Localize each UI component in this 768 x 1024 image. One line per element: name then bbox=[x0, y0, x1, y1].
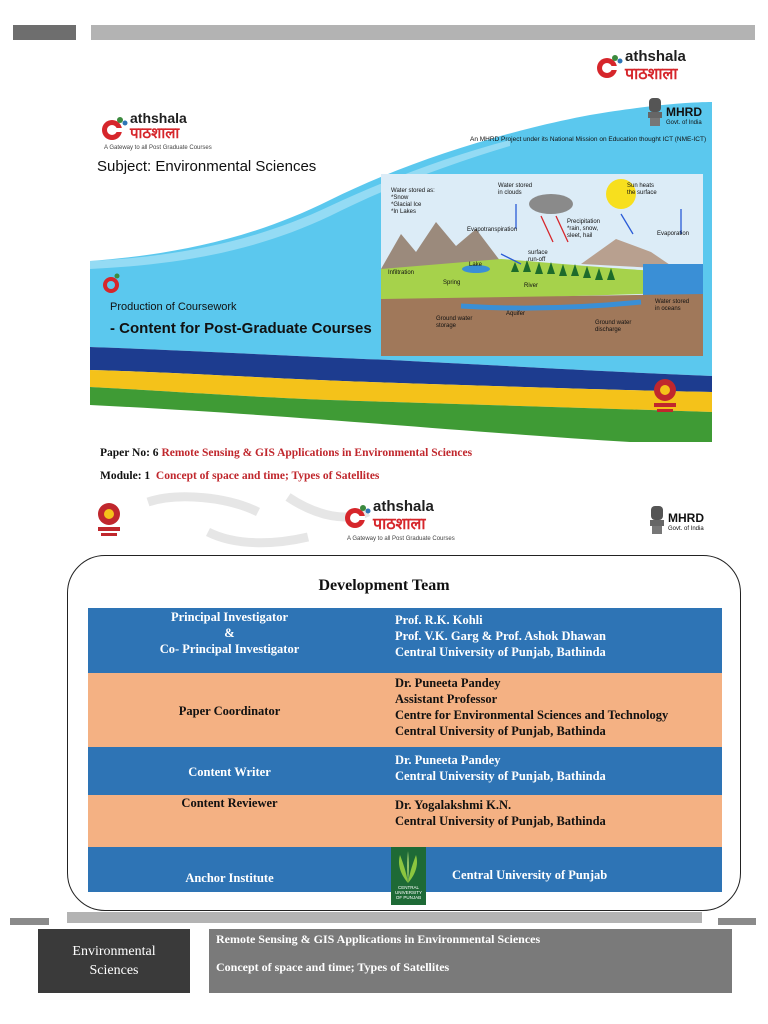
ashoka-emblem-icon bbox=[648, 504, 666, 536]
wc-label-runoff: surface run-off bbox=[528, 250, 548, 263]
wc-label-evapotranspiration: Evapotranspiration bbox=[467, 227, 518, 233]
wc-label-evaporation: Evaporation bbox=[657, 231, 690, 237]
footer-paper-title: Remote Sensing & GIS Applications in Environmental Sciences bbox=[216, 932, 541, 946]
role-line: Paper Coordinator bbox=[178, 704, 281, 718]
ugc-emblem-icon bbox=[648, 376, 682, 416]
team-role bbox=[88, 795, 371, 811]
footer-module-title: Concept of space and time; Types of Satellites bbox=[216, 960, 450, 974]
team-info bbox=[395, 797, 606, 829]
mhrd-label: MHRD bbox=[668, 511, 704, 525]
wc-label-lake: Lake bbox=[469, 262, 483, 268]
wc-label-aquifer: Aquifer bbox=[506, 311, 526, 317]
footer-bar-middle bbox=[67, 912, 702, 923]
team-role bbox=[88, 609, 371, 657]
footer-bar-right bbox=[718, 918, 756, 925]
role-line: Content Writer bbox=[188, 765, 271, 779]
mhrd-emblem bbox=[646, 96, 706, 134]
epathshala-logo-band bbox=[343, 498, 503, 546]
logo-text-en: athshala bbox=[130, 110, 187, 126]
wc-label-oceans: Water stored in oceans bbox=[655, 299, 690, 312]
footer-subject-box bbox=[38, 929, 190, 993]
logo-text-hi: पाठशाला bbox=[373, 514, 426, 533]
logo-text-en: athshala bbox=[373, 498, 434, 515]
role-line: Principal Investigator bbox=[170, 610, 288, 624]
info-line: Central University of Punjab, Bathinda bbox=[395, 724, 606, 738]
team-role bbox=[88, 870, 371, 886]
role-line: Anchor Institute bbox=[185, 871, 274, 885]
epathshala-small-mark-icon bbox=[102, 272, 122, 294]
content-pg-text: - Content for Post-Graduate Courses bbox=[110, 320, 372, 337]
team-info bbox=[395, 612, 606, 660]
wc-label-gw-storage: Ground water storage bbox=[436, 316, 473, 329]
govt-label: Govt. of India bbox=[668, 526, 704, 532]
header-bar-dark bbox=[13, 25, 76, 40]
team-info bbox=[395, 752, 606, 784]
team-info bbox=[395, 675, 668, 739]
logo-text-hi: पाठशाला bbox=[130, 124, 180, 142]
info-line: Central University of Punjab, Bathinda bbox=[395, 769, 606, 783]
wc-label-stored: Water stored as: *Snow *Glacial Ice *In Lakes bbox=[391, 188, 435, 215]
module-line bbox=[100, 470, 379, 482]
ashoka-emblem-icon bbox=[646, 96, 664, 128]
team-role bbox=[88, 703, 371, 719]
info-line: Assistant Professor bbox=[395, 692, 498, 706]
logo-tagline: A Gateway to all Post Graduate Courses bbox=[347, 536, 455, 542]
header-bar-light bbox=[91, 25, 755, 40]
info-line: Prof. R.K. Kohli bbox=[395, 613, 483, 627]
wc-label-gw-discharge: Ground water discharge bbox=[595, 320, 632, 333]
info-line: Dr. Puneeta Pandey bbox=[395, 676, 501, 690]
wc-label-infiltration: Infiltration bbox=[388, 270, 415, 276]
mhrd-label: MHRD bbox=[666, 105, 702, 119]
logo-band bbox=[88, 492, 724, 552]
team-row-anchor-institute bbox=[88, 847, 722, 900]
role-line: & bbox=[224, 626, 235, 640]
epathshala-logo-banner bbox=[100, 110, 260, 155]
team-row-content-writer bbox=[88, 747, 722, 795]
info-line: Dr. Puneeta Pandey bbox=[395, 753, 501, 767]
wc-label-sun: Sun heats the surface bbox=[627, 183, 657, 196]
info-line: Central University of Punjab, Bathinda bbox=[395, 814, 606, 828]
team-row-paper-coordinator bbox=[88, 673, 722, 747]
leaf-icon bbox=[391, 849, 426, 885]
epathshala-mark-icon bbox=[100, 114, 130, 144]
role-line: Co- Principal Investigator bbox=[159, 642, 300, 656]
team-info bbox=[452, 867, 607, 883]
info-line: Prof. V.K. Garg & Prof. Ashok Dhawan bbox=[395, 629, 606, 643]
logo-text-hi: पाठशाला bbox=[625, 64, 678, 83]
paper-line bbox=[100, 447, 472, 459]
info-line: Central University of Punjab, Bathinda bbox=[395, 645, 606, 659]
footer-title-box bbox=[209, 929, 732, 993]
logo-text-en: athshala bbox=[625, 48, 686, 65]
paper-title: Remote Sensing & GIS Applications in Environmental Sciences bbox=[161, 447, 473, 459]
info-line: Central University of Punjab bbox=[452, 868, 608, 882]
paper-label: Paper No: 6 bbox=[100, 447, 159, 459]
wc-label-precipitation: Precipitation *rain, snow, sleet, hail bbox=[567, 219, 601, 239]
logo-tagline: A Gateway to all Post Graduate Courses bbox=[104, 145, 212, 151]
info-line: Centre for Environmental Sciences and Technology bbox=[395, 708, 669, 722]
ugc-emblem-icon bbox=[92, 500, 126, 540]
cup-logo-text: CENTRAL UNIVERSITY OF PUNJAB bbox=[394, 885, 422, 900]
team-role bbox=[88, 764, 371, 780]
development-team-title: Development Team bbox=[318, 577, 450, 594]
wc-label-spring: Spring bbox=[443, 280, 461, 286]
mhrd-emblem bbox=[648, 504, 710, 544]
role-line: Content Reviewer bbox=[181, 796, 278, 810]
footer-subject-line2: Sciences bbox=[89, 963, 139, 978]
subject-title: Subject: Environmental Sciences bbox=[97, 158, 317, 175]
govt-label: Govt. of India bbox=[666, 120, 702, 126]
footer-subject-line1: Environmental bbox=[72, 944, 156, 959]
team-row-content-reviewer bbox=[88, 795, 722, 847]
team-row-pi bbox=[88, 608, 722, 673]
module-title: Concept of space and time; Types of Satellites bbox=[155, 470, 380, 482]
footer-bar-left bbox=[10, 918, 49, 925]
production-text: Production of Coursework bbox=[110, 301, 237, 313]
wc-label-river: River bbox=[524, 283, 539, 289]
mhrd-project-text: An MHRD Project under its National Mission on Education thought ICT (NME-ICT) bbox=[470, 136, 707, 143]
module-label: Module: 1 bbox=[100, 470, 151, 482]
wc-label-clouds: Water stored in clouds bbox=[498, 183, 533, 196]
info-line: Dr. Yogalakshmi K.N. bbox=[395, 798, 512, 812]
epathshala-mark-icon bbox=[343, 502, 373, 532]
water-cycle-diagram bbox=[381, 174, 703, 356]
cup-logo bbox=[391, 847, 426, 905]
